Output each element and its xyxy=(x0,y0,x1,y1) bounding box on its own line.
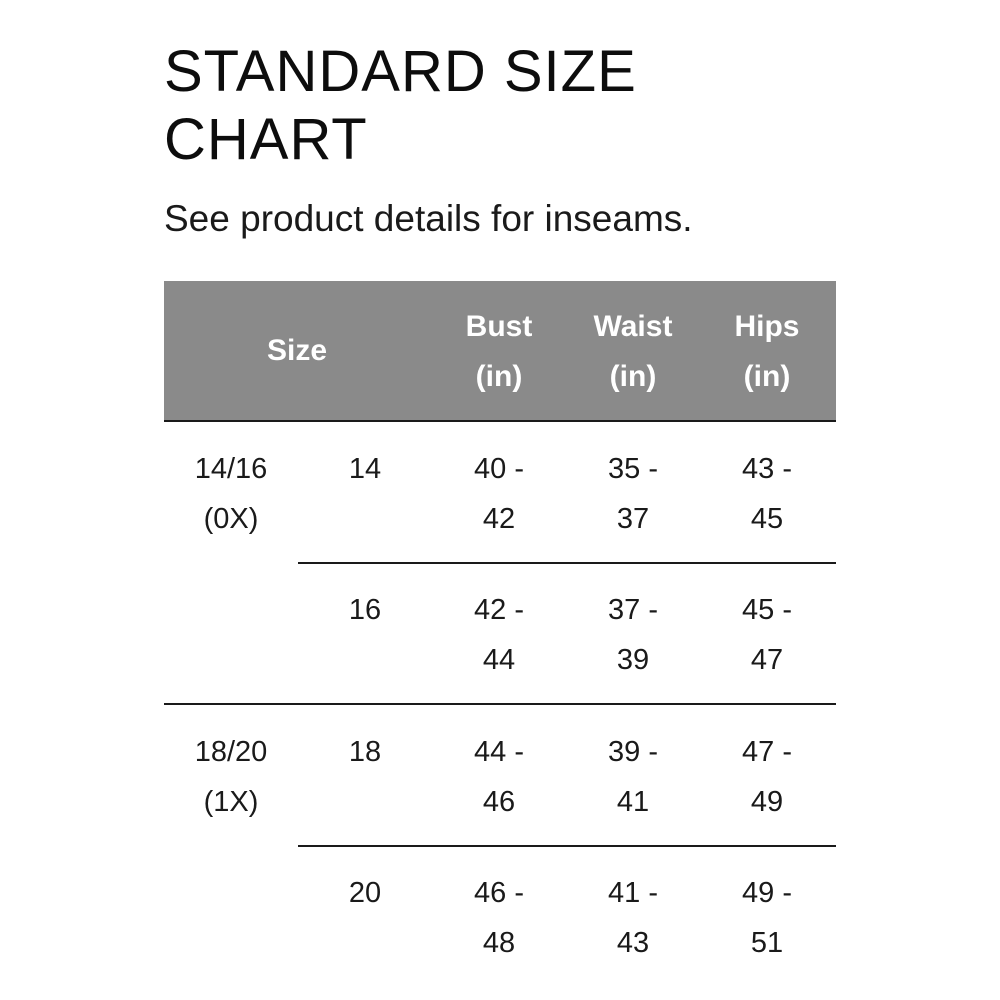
group-label: 18/20 (1X) xyxy=(194,736,268,818)
hips-cell: 47 - 49 xyxy=(742,736,792,818)
bust-cell: 46 - 48 xyxy=(474,877,524,959)
waist-cell: 39 - 41 xyxy=(608,736,658,818)
bust-cell: 44 - 46 xyxy=(474,736,524,818)
waist-cell: 41 - 43 xyxy=(608,877,658,959)
row-divider xyxy=(298,562,836,564)
header-hips: Hips (in) xyxy=(734,310,800,393)
hips-cell: 43 - 45 xyxy=(742,453,792,535)
header-size: Size xyxy=(266,334,328,367)
header-waist: Waist (in) xyxy=(593,310,673,393)
table-header xyxy=(164,281,836,420)
page-title: STANDARD SIZE CHART xyxy=(164,39,637,172)
size-cell: 16 xyxy=(348,594,382,626)
header-divider xyxy=(164,420,836,422)
size-cell: 20 xyxy=(348,877,382,909)
waist-cell: 35 - 37 xyxy=(608,453,658,535)
bust-cell: 40 - 42 xyxy=(474,453,524,535)
size-cell: 14 xyxy=(348,453,382,485)
header-bust: Bust (in) xyxy=(465,310,533,393)
group-divider xyxy=(164,703,836,705)
waist-cell: 37 - 39 xyxy=(608,594,658,676)
hips-cell: 45 - 47 xyxy=(742,594,792,676)
page-subtitle: See product details for inseams. xyxy=(164,198,693,239)
hips-cell: 49 - 51 xyxy=(742,877,792,959)
row-divider xyxy=(298,845,836,847)
size-chart-table xyxy=(164,281,836,1000)
group-label: 14/16 (0X) xyxy=(194,453,268,535)
size-cell: 18 xyxy=(348,736,382,768)
bust-cell: 42 - 44 xyxy=(474,594,524,676)
